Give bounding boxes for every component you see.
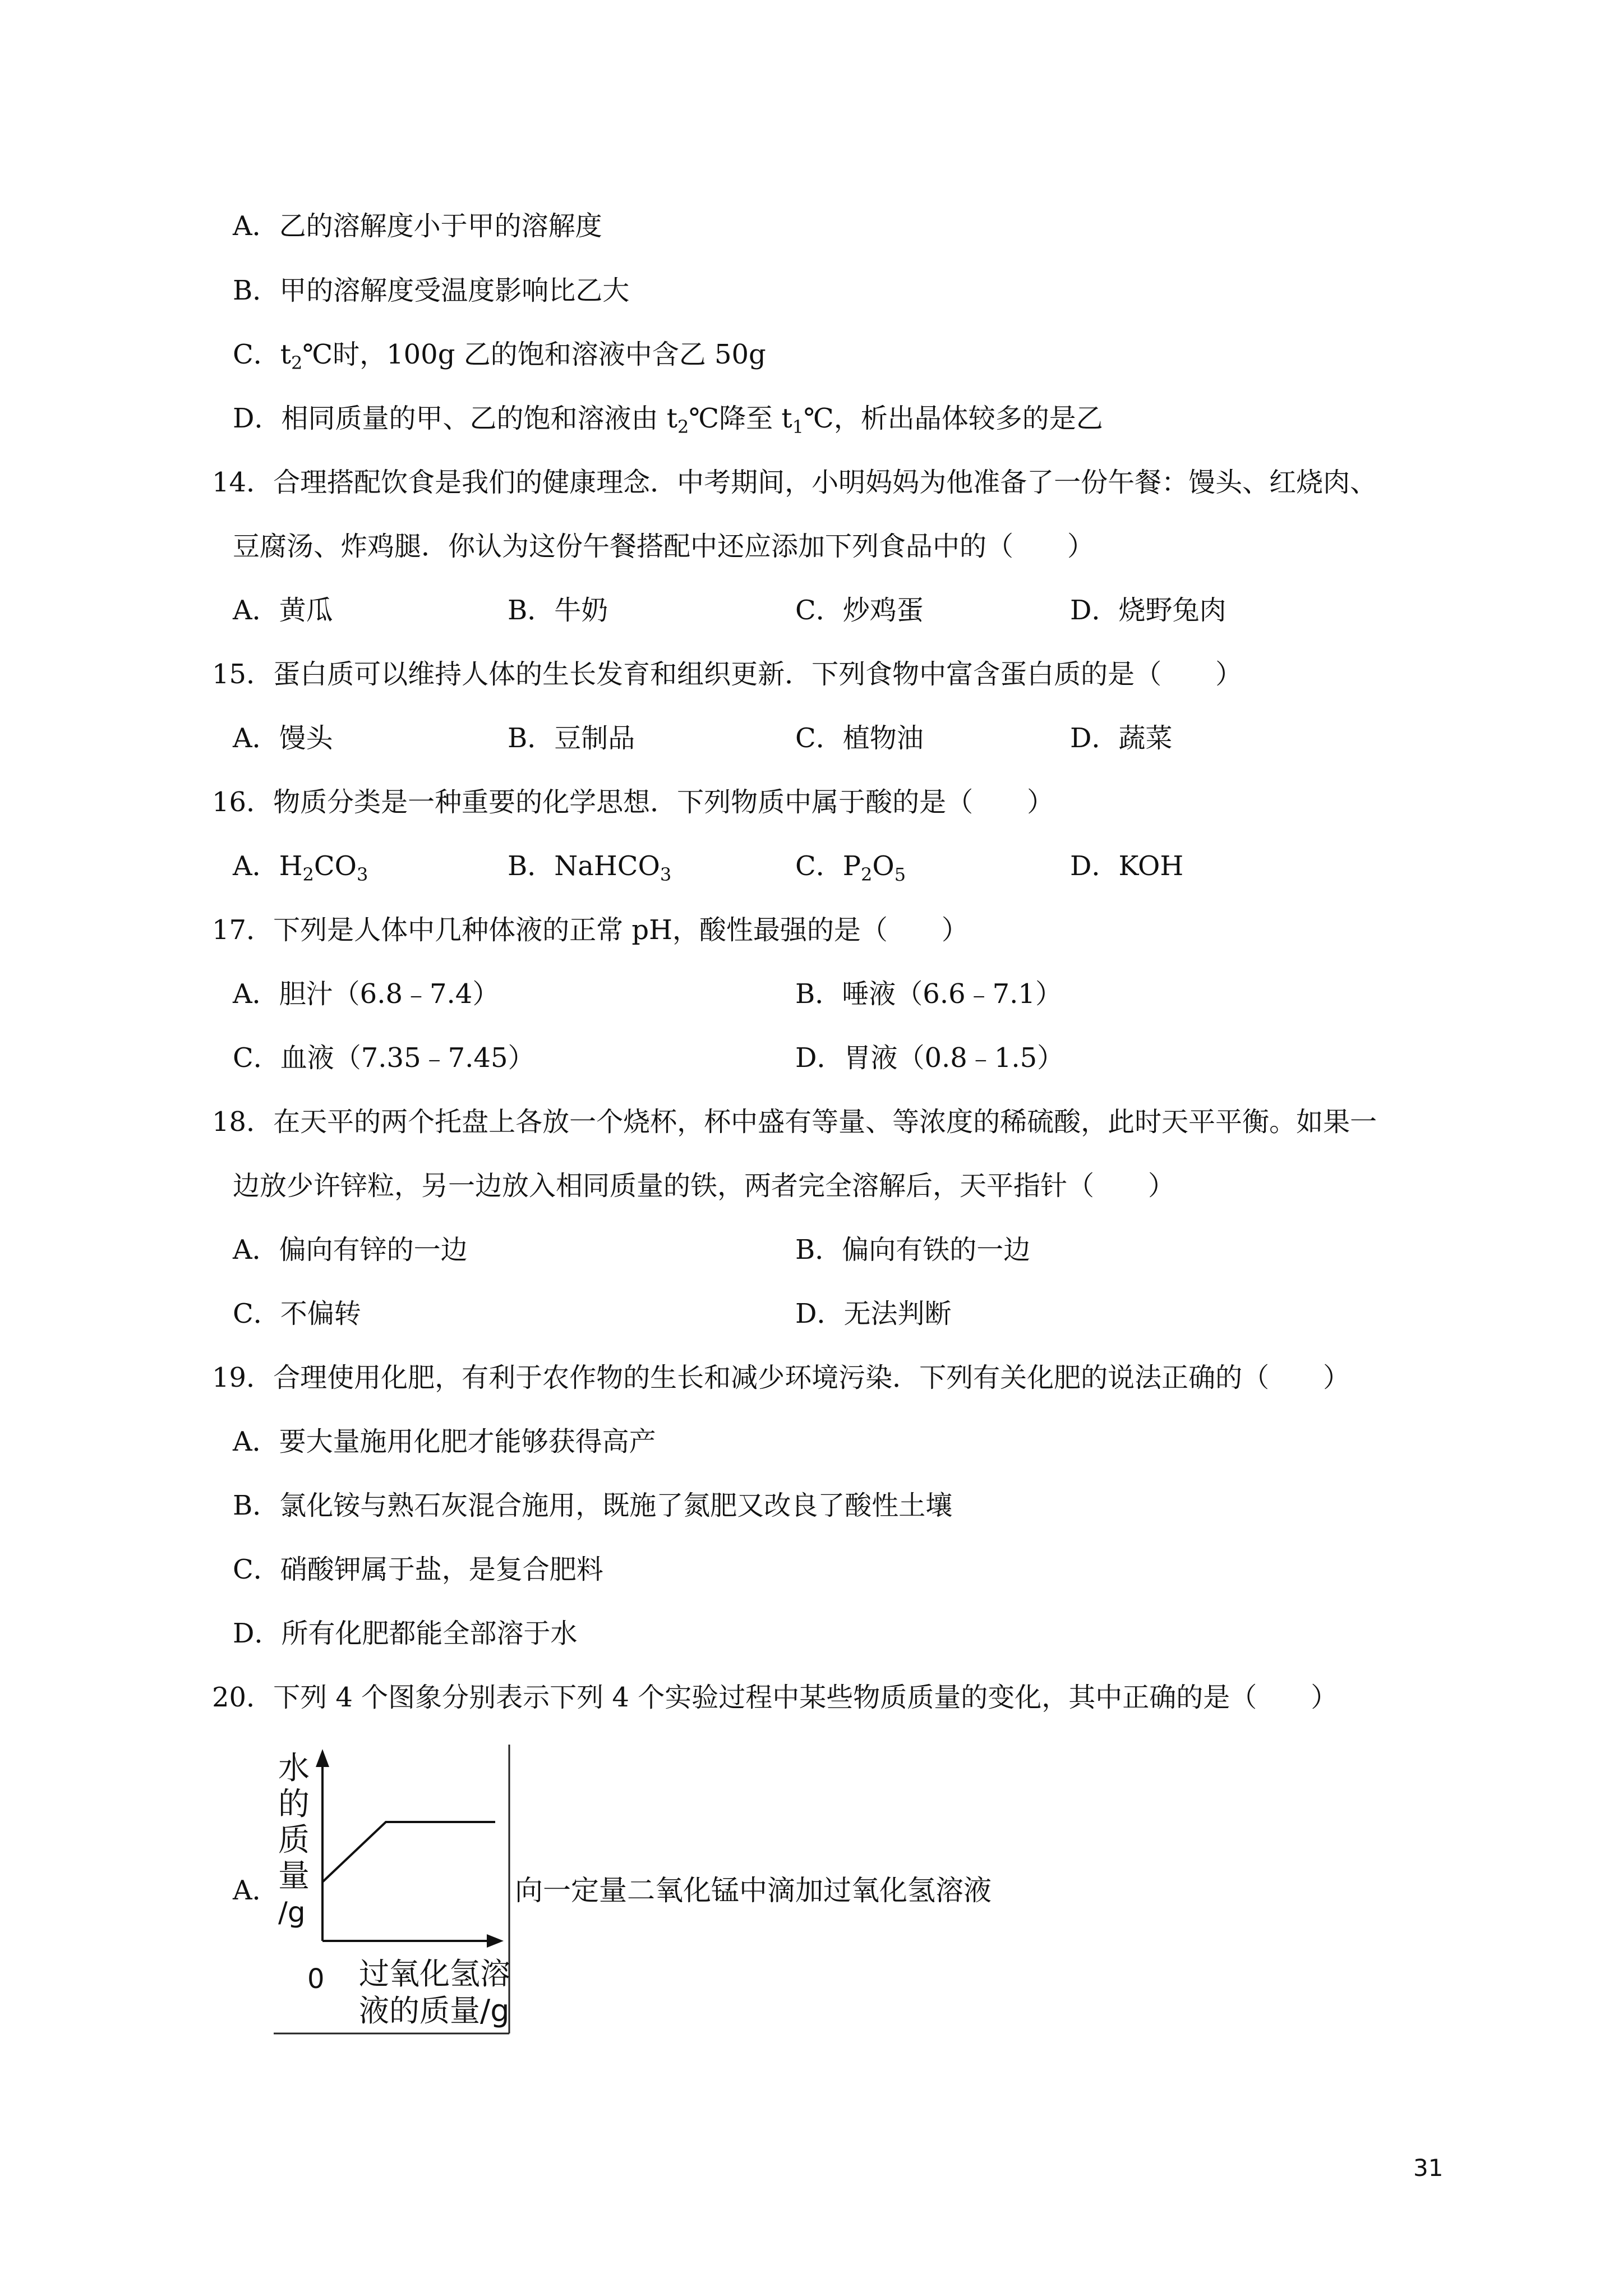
q15-stem: 15．蛋白质可以维持人体的生长发育和组织更新．下列食物中富含蛋白质的是（ ） — [212, 659, 1243, 690]
q15-option-a: A．馒头 — [233, 723, 333, 754]
q17-option-c: C．血液（7.35﹣7.45） — [233, 1042, 535, 1074]
q16-option-a: A．$H_2CO_3$ — [233, 850, 368, 885]
q20-stem: 20．下列 4 个图象分别表示下列 4 个实验过程中某些物质质量的变化，其中正确的是（ ） — [212, 1682, 1338, 1713]
q16-option-b: B．NaHCO$_3$ — [508, 850, 672, 885]
q19-option-d: D．所有化肥都能全部溶于水 — [233, 1618, 578, 1649]
q19-option-a: A．要大量施用化肥才能够获得高产 — [233, 1426, 656, 1457]
q15-option-b: B．豆制品 — [508, 723, 635, 754]
q19-option-b: B．氯化铵与熟石灰混合施用，既施了氮肥又改良了酸性土壤 — [233, 1490, 953, 1521]
x-label-line1: 过氧化氢溶 — [359, 1956, 510, 1991]
q16-option-c: C．$P_2O_5$ — [795, 850, 906, 885]
x-label-line2: 液的质量/g — [359, 1993, 510, 2028]
y-label-char-4: 量 — [278, 1858, 310, 1894]
q19-option-c: C．硝酸钾属于盐，是复合肥料 — [233, 1554, 603, 1585]
y-label-char-2: 的 — [278, 1786, 310, 1823]
q20-option-a-label: A． — [233, 1875, 279, 1906]
mass-curve — [322, 1822, 495, 1882]
q13-option-d: D．相同质量的甲、乙的饱和溶液由 $t_2℃$降至 $t_1℃$，析出晶体较多的是乙 — [233, 403, 1103, 438]
q16-option-d: D．KOH — [1070, 850, 1184, 882]
q17-stem: 17．下列是人体中几种体液的正常 pH，酸性最强的是（ ） — [212, 914, 969, 946]
q18-stem-line1: 18．在天平的两个托盘上各放一个烧杯，杯中盛有等量、等浓度的稀硫酸，此时天平平衡。如果一 — [212, 1106, 1377, 1138]
y-label-char-1: 水 — [278, 1750, 310, 1787]
q14-stem-line1: 14．合理搭配饮食是我们的健康理念．中考期间，小明妈妈为他准备了一份午餐：馒头、红烧肉、 — [212, 467, 1377, 498]
y-label-unit: /g — [278, 1896, 306, 1929]
origin-label: 0 — [307, 1963, 325, 1995]
q14-option-d: D．烧野兔肉 — [1070, 595, 1227, 626]
q18-option-b: B．偏向有铁的一边 — [795, 1234, 1031, 1266]
q18-option-d: D．无法判断 — [795, 1298, 952, 1329]
q17-option-a: A．胆汁（6.8﹣7.4） — [233, 978, 500, 1010]
page-number: 31 — [1413, 2154, 1444, 2182]
q15-option-d: D．蔬菜 — [1070, 723, 1173, 754]
q16-stem: 16．物质分类是一种重要的化学思想．下列物质中属于酸的是（ ） — [212, 786, 1054, 818]
q18-stem-line2: 边放少许锌粒，另一边放入相同质量的铁，两者完全溶解后，天平指针（ ） — [233, 1170, 1175, 1202]
q15-option-c: C．植物油 — [795, 723, 924, 754]
q19-stem: 19．合理使用化肥，有利于农作物的生长和减少环境污染．下列有关化肥的说法正确的（ ） — [212, 1362, 1350, 1393]
q20-option-a-description: 向一定量二氧化锰中滴加过氧化氢溶液 — [515, 1874, 992, 1907]
q14-stem-line2: 豆腐汤、炸鸡腿．你认为这份午餐搭配中还应添加下列食品中的（ ） — [233, 531, 1095, 562]
q14-option-c: C．炒鸡蛋 — [795, 595, 924, 626]
q13-option-c: C．$t_2℃$时，100g 乙的饱和溶液中含乙 50g — [233, 339, 766, 374]
q14-option-b: B．牛奶 — [508, 595, 608, 626]
q18-option-a: A．偏向有锌的一边 — [233, 1234, 468, 1266]
q13-option-b: B．甲的溶解度受温度影响比乙大 — [233, 275, 630, 306]
q17-option-b: B．唾液（6.6﹣7.1） — [795, 978, 1062, 1010]
q18-option-c: C．不偏转 — [233, 1298, 361, 1329]
q20-option-a-graph — [274, 1745, 515, 2036]
q13-option-a: A．乙的溶解度小于甲的溶解度 — [233, 210, 602, 242]
q17-option-d: D．胃液（0.8﹣1.5） — [795, 1042, 1064, 1074]
q14-option-a: A．黄瓜 — [233, 595, 333, 626]
y-label-char-3: 质 — [278, 1822, 310, 1858]
